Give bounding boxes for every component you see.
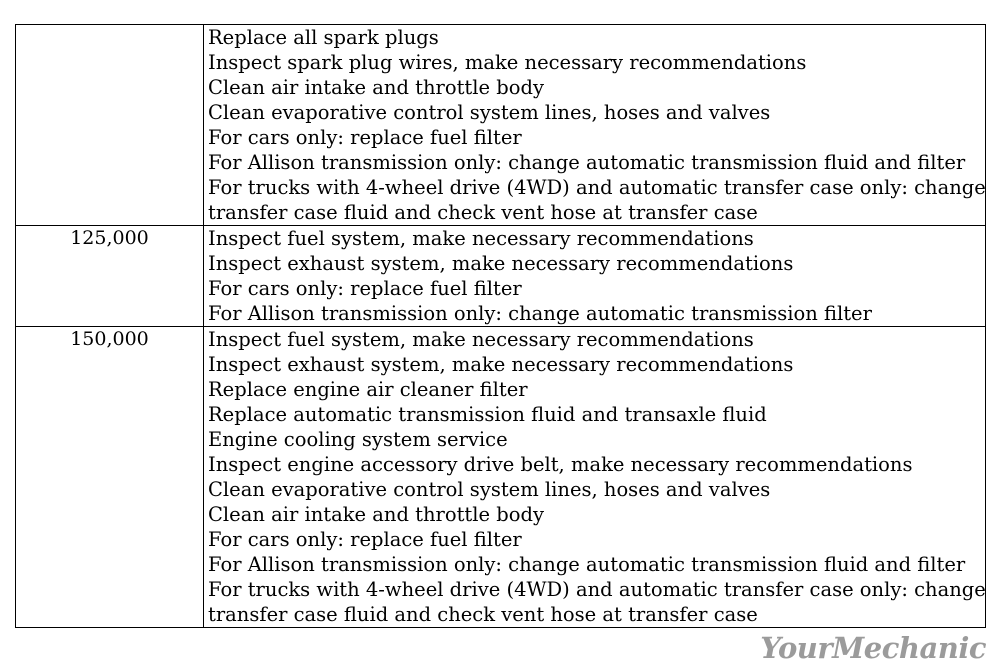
task-item: transfer case fluid and check vent hose at transfer case (208, 201, 758, 224)
schedule-row (16, 327, 986, 628)
task-item: Inspect exhaust system, make necessary recommendations (208, 353, 794, 376)
schedule-row (16, 25, 986, 226)
schedule-row (16, 226, 986, 327)
yourmechanic-logo: YourMechanic (760, 631, 986, 665)
task-item: Replace all spark plugs (208, 26, 439, 49)
maintenance-schedule-table (15, 24, 986, 628)
task-item: Engine cooling system service (208, 428, 508, 451)
task-item: Inspect engine accessory drive belt, make necessary recommendations (208, 453, 913, 476)
task-item: For Allison transmission only: change automatic transmission fluid and filter (208, 553, 966, 576)
task-item: Clean air intake and throttle body (208, 503, 544, 526)
task-item: Clean evaporative control system lines, hoses and valves (208, 478, 771, 501)
task-item: For Allison transmission only: change automatic transmission fluid and filter (208, 151, 966, 174)
task-item: Clean evaporative control system lines, hoses and valves (208, 101, 771, 124)
mileage-cell: 125,000 (16, 226, 204, 327)
task-item: Inspect fuel system, make necessary recommendations (208, 227, 754, 250)
tasks-cell (204, 226, 986, 327)
task-item: Replace engine air cleaner filter (208, 378, 528, 401)
task-item: For cars only: replace fuel filter (208, 277, 522, 300)
tasks-cell (204, 25, 986, 226)
task-item: For cars only: replace fuel filter (208, 126, 522, 149)
tasks-cell (204, 327, 986, 628)
task-item: Replace automatic transmission fluid and transaxle fluid (208, 403, 767, 426)
task-item: Inspect fuel system, make necessary recommendations (208, 328, 754, 351)
mileage-cell: 150,000 (16, 327, 204, 628)
schedule-body (16, 25, 986, 628)
task-item: Inspect spark plug wires, make necessary recommendations (208, 51, 807, 74)
task-item: Clean air intake and throttle body (208, 76, 544, 99)
task-item: For trucks with 4-wheel drive (4WD) and automatic transfer case only: change (208, 578, 986, 601)
task-item: For Allison transmission only: change automatic transmission filter (208, 302, 872, 325)
task-item: Inspect exhaust system, make necessary recommendations (208, 252, 794, 275)
task-item: transfer case fluid and check vent hose at transfer case (208, 603, 758, 626)
task-item: For trucks with 4-wheel drive (4WD) and automatic transfer case only: change (208, 176, 986, 199)
task-item: For cars only: replace fuel filter (208, 528, 522, 551)
mileage-cell (16, 25, 204, 226)
